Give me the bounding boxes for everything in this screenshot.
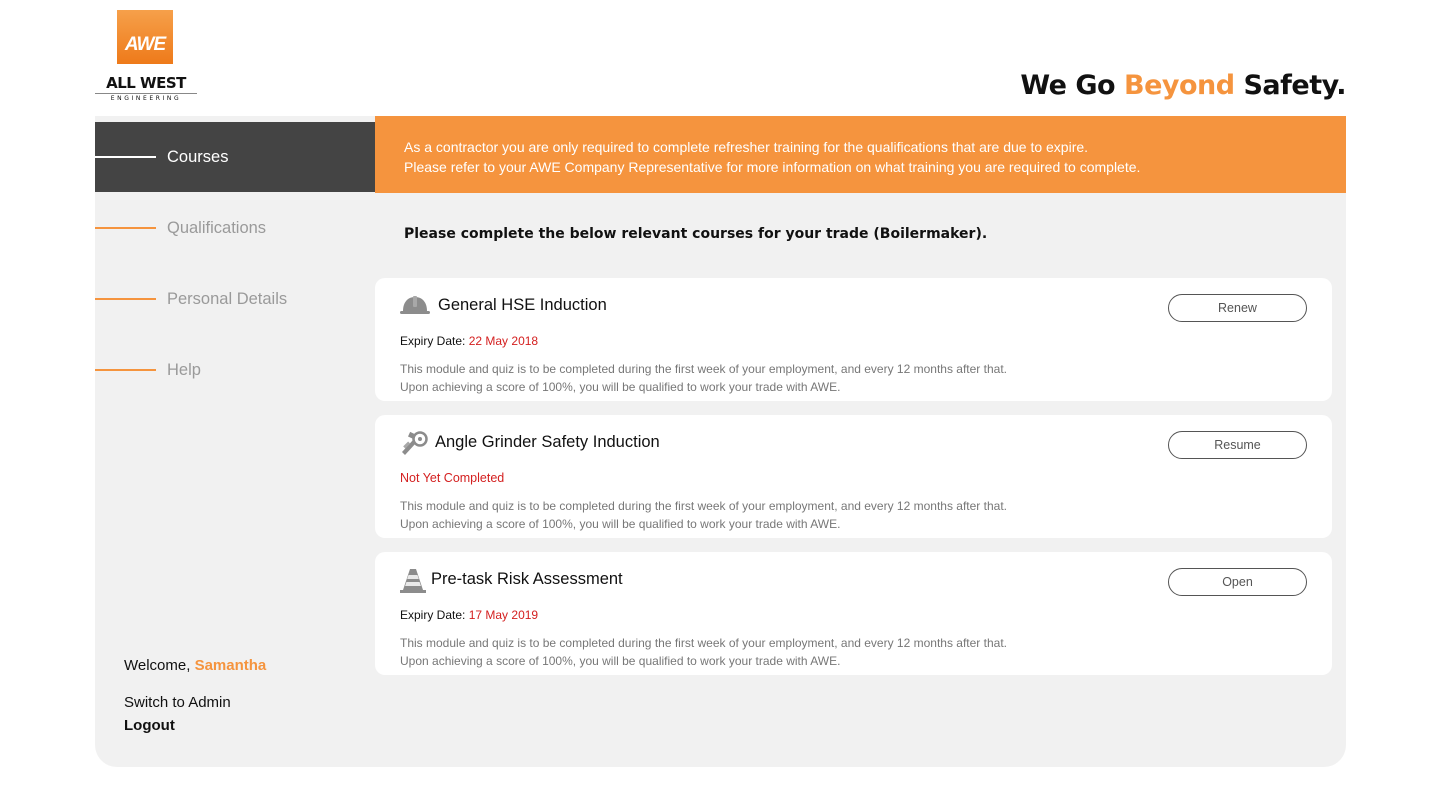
logo-mark-text: AWE — [124, 34, 166, 55]
sidebar-item-personal-details[interactable] — [95, 264, 375, 334]
banner-line-2: Please refer to your AWE Company Representative for more information on what training you are required to complete. — [404, 159, 1141, 175]
tagline-post: Safety. — [1234, 70, 1346, 101]
course-title: General HSE Induction — [438, 296, 607, 314]
nav-dash — [95, 227, 156, 229]
course-card — [375, 278, 1332, 401]
welcome-text — [124, 657, 266, 674]
sidebar-item-label: Qualifications — [167, 218, 267, 237]
expiry-value: 17 May 2019 — [468, 608, 539, 622]
angle-grinder-icon — [399, 430, 431, 454]
expiry-label: Expiry Date: — [400, 608, 469, 622]
tagline — [1020, 70, 1346, 101]
contractor-notice-banner — [375, 116, 1346, 193]
description-line: Upon achieving a score of 100%, you will be qualified to work your trade with AWE. — [400, 517, 841, 531]
nav-dash — [95, 298, 156, 300]
logo-company-sub: ENGINEERING — [95, 93, 197, 102]
sidebar-item-label: Help — [167, 360, 201, 379]
traffic-cone-icon — [399, 567, 431, 591]
renew-button[interactable]: Renew — [1168, 294, 1307, 322]
expiry-date — [400, 334, 538, 348]
nav-dash — [95, 369, 156, 371]
sidebar-item-label: Personal Details — [167, 289, 288, 308]
logo-company-name: ALL WEST — [106, 74, 186, 92]
description-line: This module and quiz is to be completed during the first week of your employment, and every 12 months after that. — [400, 362, 1007, 376]
course-description — [400, 360, 1007, 396]
hard-hat-icon — [399, 293, 431, 317]
sidebar-item-label: Courses — [167, 147, 229, 166]
sidebar-item-help[interactable] — [95, 335, 375, 405]
description-line: Upon achieving a score of 100%, you will be qualified to work your trade with AWE. — [400, 654, 841, 668]
course-card — [375, 552, 1332, 675]
logout-link[interactable]: Logout — [124, 717, 175, 734]
sidebar-item-qualifications[interactable] — [95, 193, 375, 263]
expiry-label: Expiry Date: — [400, 334, 469, 348]
switch-to-admin-link[interactable]: Switch to Admin — [124, 694, 231, 711]
welcome-label: Welcome, — [124, 657, 195, 674]
completion-status: Not Yet Completed — [400, 471, 505, 485]
expiry-date — [400, 608, 538, 622]
logo-mark — [117, 10, 173, 64]
course-description — [400, 634, 1007, 670]
description-line: This module and quiz is to be completed during the first week of your employment, and every 12 months after that. — [400, 636, 1007, 650]
tagline-accent: Beyond — [1123, 70, 1235, 101]
expiry-value: 22 May 2018 — [468, 334, 539, 348]
description-line: Upon achieving a score of 100%, you will be qualified to work your trade with AWE. — [400, 380, 841, 394]
app-frame — [95, 116, 1346, 767]
course-title: Pre-task Risk Assessment — [431, 570, 623, 588]
tagline-pre: We Go — [1020, 70, 1124, 101]
course-title: Angle Grinder Safety Induction — [435, 433, 660, 451]
user-name: Samantha — [194, 657, 267, 674]
nav-dash — [95, 156, 156, 158]
banner-line-1: As a contractor you are only required to complete refresher training for the qualifications that are due to expire. — [404, 139, 1089, 155]
sidebar-item-courses[interactable] — [95, 122, 375, 192]
open-button[interactable]: Open — [1168, 568, 1307, 596]
course-description — [400, 497, 1007, 533]
resume-button[interactable]: Resume — [1168, 431, 1307, 459]
course-card — [375, 415, 1332, 538]
description-line: This module and quiz is to be completed during the first week of your employment, and every 12 months after that. — [400, 499, 1007, 513]
awe-logo[interactable] — [95, 10, 197, 102]
courses-intro: Please complete the below relevant courses for your trade (Boilermaker). — [404, 226, 988, 242]
